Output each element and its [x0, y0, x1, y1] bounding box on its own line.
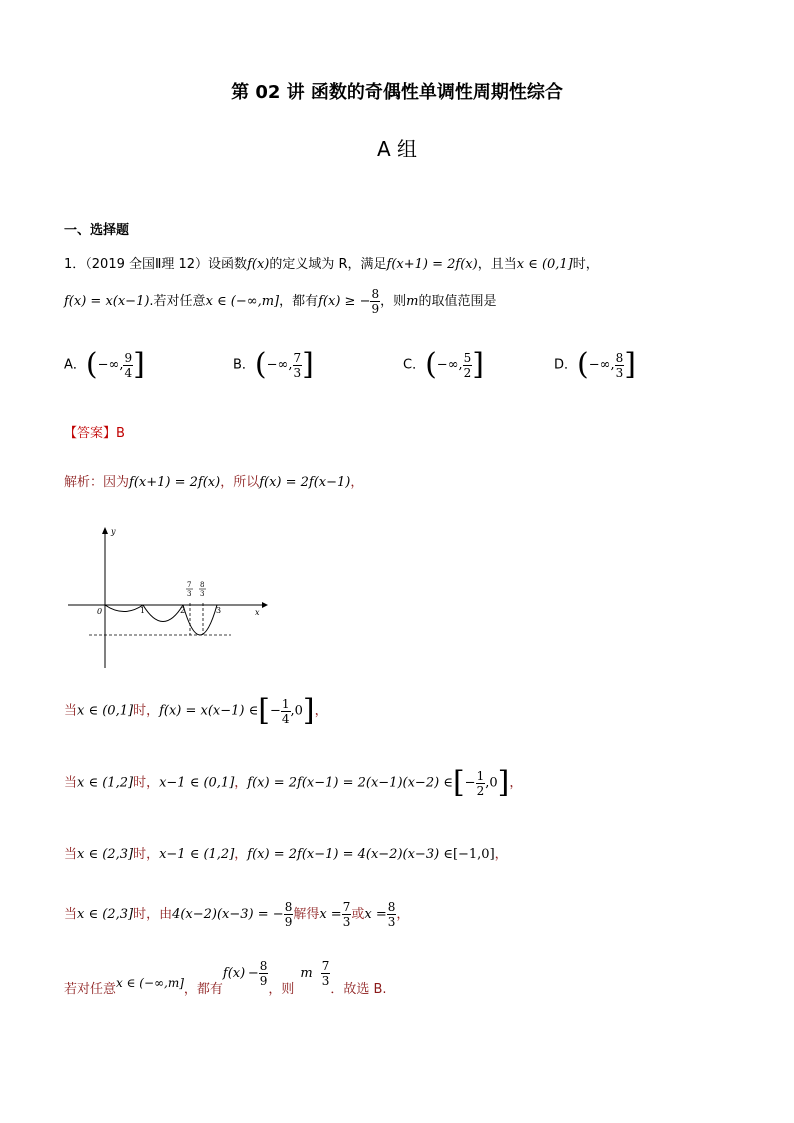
solution-step-5: 若对任意x ∈ (−∞,m]，都有f(x) − $\frac{8}{9}$ ，则m $\frac{7}{3}$ ．故选 B.	[64, 959, 387, 997]
frac-7-3-den: 3	[187, 590, 192, 598]
tick-1: 1	[140, 606, 146, 615]
y-axis-label: y	[111, 527, 116, 536]
question-line-2: f(x) = x(x−1).若对任意x ∈ (−∞,m]，都有f(x) ≥ − $\frac{8}{9}$ ，则m的取值范围是	[64, 287, 497, 316]
tick-3: 3	[216, 606, 222, 615]
frac-8-3-den: 3	[200, 590, 205, 598]
section-heading: 一、选择题	[64, 223, 130, 238]
group-heading: A 组	[376, 137, 418, 161]
analysis-line: 解析：因为f(x+1) = 2f(x)，所以f(x) = 2f(x−1)，	[64, 475, 364, 490]
option-b[interactable]: B．(−∞, $\frac{7}{3}$ ]	[233, 347, 314, 382]
frac-8-3-num: 8	[200, 581, 205, 589]
x-axis-label: x	[255, 608, 260, 617]
solution-step-4: 当x ∈ (2,3]时，由4(x−2)(x−3) = − $\frac{8}{9}$ 解得x = $\frac{7}{3}$ 或x = $\frac{8}{3}$ ，	[64, 900, 410, 929]
solution-step-3: 当x ∈ (2,3]时，x−1 ∈ (1,2]，f(x) = 2f(x−1) = 4(x−2)(x−3) ∈[−1,0]，	[64, 847, 508, 862]
solution-step-1: 当x ∈ (0,1]时，f(x) = x(x−1) ∈[− $\frac{1}{4}$ ,0]，	[64, 693, 328, 728]
answer-line: 【答案】B	[64, 426, 125, 441]
option-d[interactable]: D．(−∞, $\frac{8}{3}$ ]	[554, 347, 636, 382]
option-a[interactable]: A．(−∞, $\frac{9}{4}$ ]	[64, 347, 145, 382]
option-c[interactable]: C．(−∞, $\frac{5}{2}$ ]	[403, 347, 485, 382]
solution-step-2: 当x ∈ (1,2]时，x−1 ∈ (0,1]，f(x) = 2f(x−1) = 2(x−1)(x−2) ∈[− $\frac{1}{2}$ ,0]，	[64, 765, 523, 800]
function-graph	[64, 520, 274, 675]
frac-7-3-num: 7	[187, 581, 192, 589]
question-line-1: 1．（2019 全国Ⅱ理 12）设函数f(x)的定义域为 R，满足f(x+1) = 2f(x)，且当x ∈ (0,1]时，	[64, 257, 599, 272]
fraction: $\frac{8}{9}$	[371, 287, 380, 316]
tick-2: 2	[180, 606, 186, 615]
origin-label: 0	[97, 607, 103, 616]
page-title: 第 02 讲 函数的奇偶性单调性周期性综合	[231, 82, 563, 103]
